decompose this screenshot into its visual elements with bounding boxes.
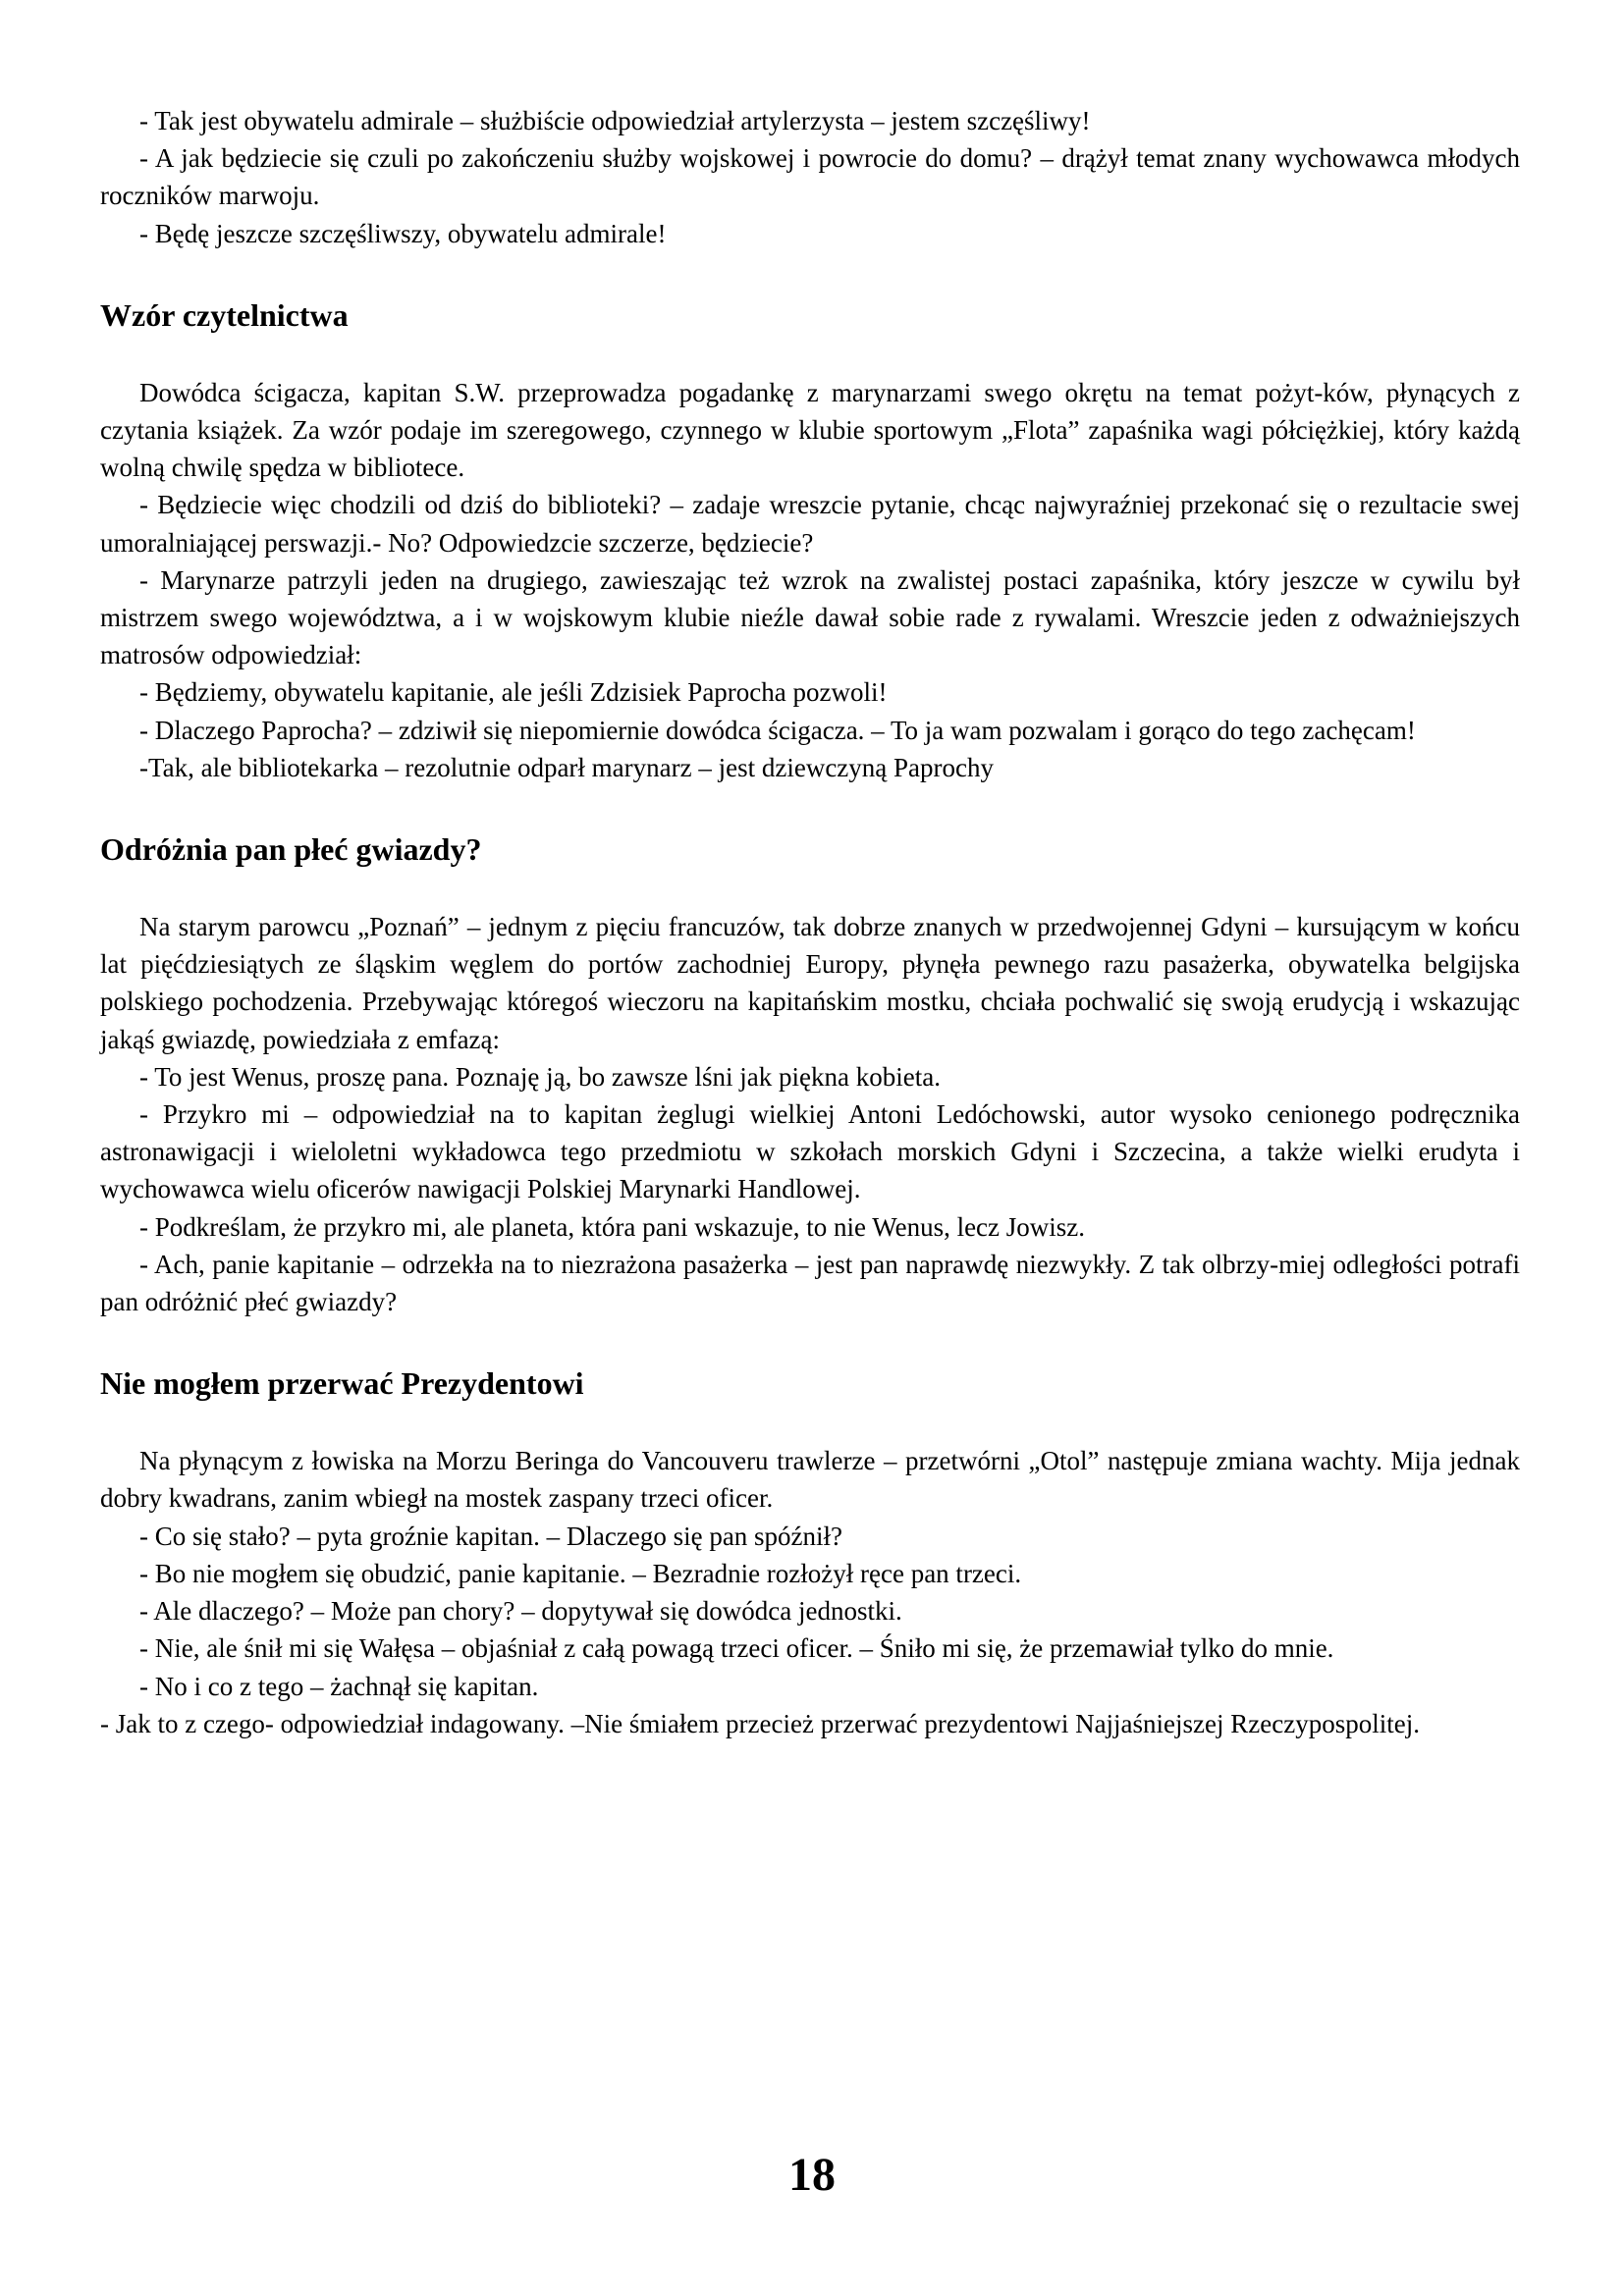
section-nie-moglem-przerwac-prezydentowi bbox=[100, 1363, 1520, 1742]
paragraph: - Podkreślam, że przykro mi, ale planeta, która pani wskazuje, to nie Wenus, lecz Jowisz. bbox=[139, 1211, 1086, 1242]
spacer bbox=[100, 252, 1520, 295]
paragraph: Na starym parowcu „Poznań” – jednym z pięciu francuzów, tak dobrze znanych w przedwojennej Gdyni – kursującym w końcu lat pięćdziesiątych ze śląskim węglem do portów zachodniej Europy, płynęła pewnego razu pasażerka, obywatelka belgijska polskiego pochodzenia. Przebywając któregoś wieczoru na kapitańskim mostku, chciała pochwalić się swoją erudycją i wskazując jakąś gwiazdę, powiedziała z emfazą: bbox=[100, 912, 1520, 1054]
section-heading: Nie mogłem przerwać Prezydentowi bbox=[100, 1365, 584, 1402]
paragraph: - A jak będziecie się czuli po zakończeniu służby wojskowej i powrocie do domu? – drążył temat znany wychowawca młodych roczników marwoju. bbox=[100, 143, 1520, 211]
section-heading: Odróżnia pan płeć gwiazdy? bbox=[100, 831, 482, 868]
spacer bbox=[100, 786, 1520, 829]
paragraph: - Przykro mi – odpowiedział na to kapitan żeglugi wielkiej Antoni Ledóchowski, autor wysoko cenionego podręcznika astronawigacji i wieloletni wykładowca tego przedmiotu w szkołach morskich Gdyni i Szczecina, a także wielki erudyta i wychowawca wielu oficerów nawigacji Polskiej Marynarki Handlowej. bbox=[100, 1099, 1520, 1204]
spacer bbox=[100, 869, 1520, 908]
paragraph: - Będę jeszcze szczęśliwszy, obywatelu admirale! bbox=[139, 218, 667, 248]
paragraph: - Ach, panie kapitanie – odrzekła na to niezrażona pasażerka – jest pan naprawdę niezwykły. Z tak olbrzy-miej odległości potrafi pan odróżnić płeć gwiazdy? bbox=[100, 1249, 1520, 1317]
paragraph: Dowódca ścigacza, kapitan S.W. przeprowadza pogadankę z marynarzami swego okrętu na temat pożyt-ków, płynących z czytania książek. Za wzór podaje im szeregowego, czynnego w klubie sportowym „Flota” zapaśnika wagi półciężkiej, który każdą wolną chwilę spędza w bibliotece. bbox=[100, 377, 1520, 483]
spacer bbox=[100, 1320, 1520, 1363]
paragraph: Na płynącym z łowiska na Morzu Beringa do Vancouveru trawlerze – przetwórni „Otol” następuje zmiana wachty. Mija jednak dobry kwadrans, zanim wbiegł na mostek zaspany trzeci oficer. bbox=[100, 1446, 1520, 1514]
spacer bbox=[100, 335, 1520, 374]
paragraph: - Tak jest obywatelu admirale – służbiście odpowiedział artylerzysta – jestem szczęśliwy! bbox=[139, 106, 1091, 135]
paragraph: - Bo nie mogłem się obudzić, panie kapitanie. – Bezradnie rozłożył ręce pan trzeci. bbox=[139, 1558, 1022, 1588]
paragraph: - Ale dlaczego? – Może pan chory? – dopytywał się dowódca jednostki. bbox=[139, 1596, 902, 1627]
spacer bbox=[100, 1403, 1520, 1442]
paragraph: - To jest Wenus, proszę pana. Poznaję ją, bo zawsze lśni jak piękna kobieta. bbox=[139, 1061, 941, 1092]
paragraph: -Tak, ale bibliotekarka – rezolutnie odparł marynarz – jest dziewczyną Paprochy bbox=[139, 752, 994, 782]
paragraph: - Będziecie więc chodzili od dziś do biblioteki? – zadaje wreszcie pytanie, chcąc najwyraźniej przekonać się o rezultacie swej umoralniającej perswazji.- No? Odpowiedzcie szczerze, będziecie? bbox=[100, 490, 1520, 558]
document-page bbox=[100, 102, 1520, 1742]
paragraph: - No i co z tego – żachnął się kapitan. bbox=[139, 1671, 539, 1701]
paragraph: - Marynarze patrzyli jeden na drugiego, zawieszając też wzrok na zwalistej postaci zapaśnika, który jeszcze w cywilu był mistrzem swego województwa, a i w wojskowym klubie nieźle dawał sobie rade z rywalami. Wreszcie jeden z odważniejszych matrosów odpowiedział: bbox=[100, 564, 1520, 670]
final-paragraph: - Jak to z czego- odpowiedział indagowany. –Nie śmiałem przecież przerwać prezydentowi Najjaśniejszej Rzeczypospolitej. bbox=[100, 1708, 1420, 1738]
paragraph: - Dlaczego Paprocha? – zdziwił się niepomiernie dowódca ścigacza. – To ja wam pozwalam i gorąco do tego zachęcam! bbox=[139, 715, 1416, 745]
section-wzor-czytelnictwa bbox=[100, 295, 1520, 786]
section-heading: Wzór czytelnictwa bbox=[100, 296, 349, 333]
page-number: 18 bbox=[788, 2149, 836, 2201]
paragraph: - Będziemy, obywatelu kapitanie, ale jeśli Zdzisiek Paprocha pozwoli! bbox=[139, 677, 888, 708]
section-odroznia-pan-plec-gwiazdy bbox=[100, 829, 1520, 1320]
paragraph: - Nie, ale śnił mi się Wałęsa – objaśniał z całą powagą trzeci oficer. – Śniło mi się, że przemawiał tylko do mnie. bbox=[139, 1633, 1334, 1664]
intro-dialogue bbox=[100, 102, 1520, 252]
paragraph: - Co się stało? – pyta groźnie kapitan. – Dlaczego się pan spóźnił? bbox=[139, 1521, 843, 1551]
